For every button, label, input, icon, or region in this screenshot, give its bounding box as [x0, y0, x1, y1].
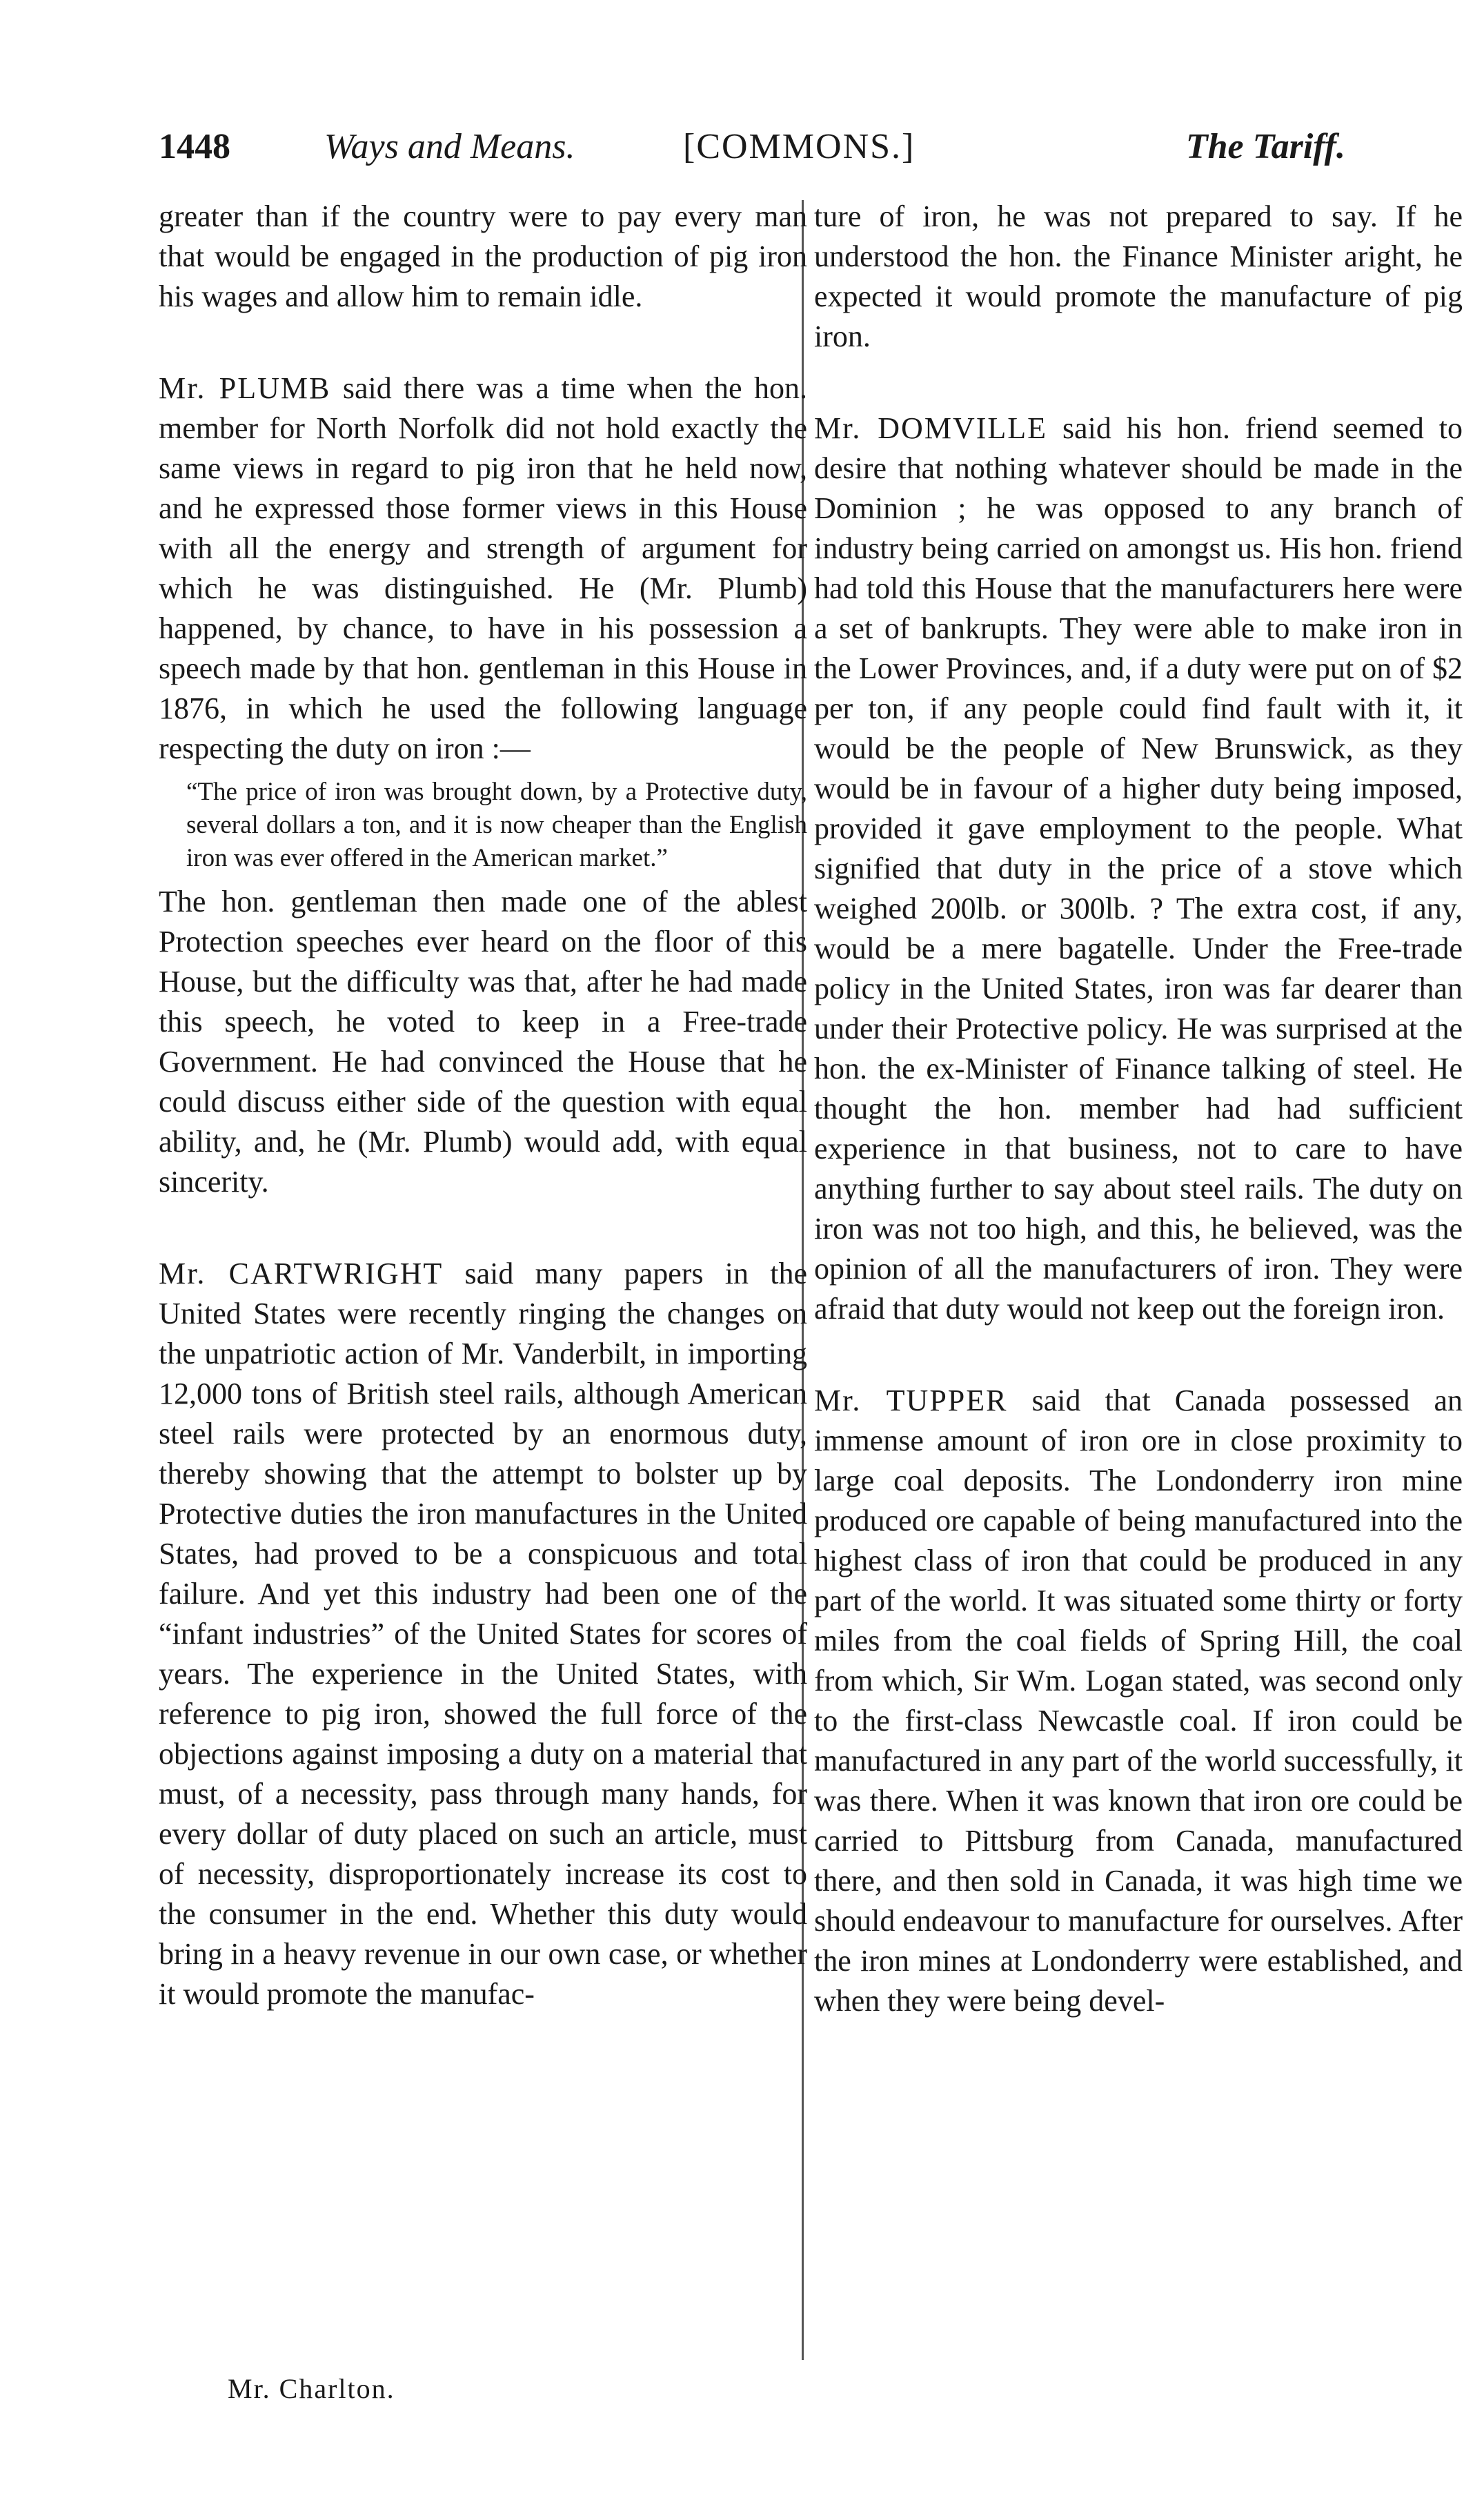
speaker-name: Mr. TUPPER — [814, 1384, 1008, 1417]
right-column — [814, 197, 1463, 2021]
speaker-name: Mr. CARTWRIGHT — [159, 1257, 444, 1290]
paragraph-continuation: greater than if the country were to pay every man that would be engaged in the production of pig iron his wages and allow him to remain idle. — [159, 199, 807, 313]
paragraph-tupper — [814, 1381, 1463, 2021]
quoted-passage: “The price of iron was brought down, by a Protective duty, several dollars a ton, and it is now cheaper than the English iron was ever offered in the American market.” — [186, 778, 807, 872]
left-column — [159, 197, 807, 2014]
paragraph-domville — [814, 409, 1463, 1329]
paragraph-cartwright — [159, 1254, 807, 2014]
speaker-name: Mr. DOMVILLE — [814, 411, 1048, 445]
header-right-title: The Tariff. — [1185, 127, 1345, 166]
speech-text: said that Canada possessed an immense amount of iron ore in close proximity to large coal deposits. The Londonderry iron mine produced ore capable of being manufactured into the highest class of iron that could be produced in any part of the world. It was situated some thirty or forty miles from the coal fields of Spring Hill, the coal from which, Sir Wm. Logan stated, was second only to the first-class Newcastle coal. If iron could be manufactured in any part of the world successfully, it was there. When it was known that iron ore could be carried to Pittsburg from Canada, manufactured there, and then sold in Canada, it was high time we should endeavour to manufacture for ourselves. After the iron mines at Londonderry were established, and when they were being devel- — [814, 1384, 1463, 2018]
page-header — [159, 116, 1345, 178]
paragraph-plumb-continued: The hon. gentleman then made one of the ablest Protection speeches ever heard on the floor of this House, but the difficulty was that, after he had made this speech, he voted to keep in a Free-trade Government. He had convinced the House that he could discuss either side of the question with equal ability, and, he (Mr. Plumb) would add, with equal sincerity. — [159, 885, 807, 1199]
speech-text: said his hon. friend seemed to desire that nothing whatever should be made in the Dominion ; he was opposed to any branch of industry being carried on amongst us. His hon. friend had told this House that the manufacturers here were a set of bankrupts. They were able to make iron in the Lower Provinces, and, if a duty were put on of $2 per ton, if any people could find fault with it, it would be the people of New Brunswick, as they would be in favour of a higher duty being imposed, provided it gave employment to the people. What signified that duty in the price of a stove which weighed 200lb. or 300lb. ? The extra cost, if any, would be a mere bagatelle. Under the Free-trade policy in the United States, iron was far dearer than under their Protective policy. He was surprised at the hon. the ex-Minister of Finance talking of steel. He thought the hon. member had had sufficient experience in that business, not to care to have anything further to say about steel rails. The duty on iron was not too high, and this, he believed, was the opinion of all the manufacturers of iron. They were afraid that duty would not keep out the foreign iron. — [814, 411, 1463, 1326]
catchword: Mr. Charlton. — [228, 2373, 395, 2404]
paragraph-continuation: ture of iron, he was not prepared to say. If he understood the hon. the Finance Minister aright, he expected it would promote the manufacture of pig iron. — [814, 199, 1463, 353]
speech-text: said many papers in the United States were recently ringing the changes on the unpatriotic action of Mr. Vanderbilt, in importing 12,000 tons of British steel rails, although American steel rails were protected by an enormous duty, thereby showing that the attempt to bolster up by Protective duties the iron manufactures in the United States, had proved to be a conspicuous and total failure. And yet this industry had been one of the “infant industries” of the United States for scores of years. The experience in the United States, with reference to pig iron, showed the full force of the objections against imposing a duty on a material that must, of a necessity, pass through many hands, for every dollar of duty placed on such an article, must of necessity, disproportionately increase its cost to the consumer in the end. Whether this duty would bring in a heavy revenue in our own case, or whether it would promote the manufac- — [159, 1257, 807, 2011]
header-center-title: [COMMONS.] — [683, 127, 916, 166]
speaker-name: Mr. PLUMB — [159, 371, 331, 405]
header-left-title: Ways and Means. — [324, 127, 575, 166]
paragraph-plumb — [159, 368, 807, 769]
speech-text: said there was a time when the hon. member for North Norfolk did not hold exactly the same views in regard to pig iron that he held now, and he expressed those former views in this House with all the energy and strength of argument for which he was distinguished. He (Mr. Plumb) happened, by chance, to have in his possession a speech made by that hon. gentleman in this House in 1876, in which he used the following language respecting the duty on iron :— — [159, 371, 807, 765]
page-number: 1448 — [159, 127, 230, 166]
